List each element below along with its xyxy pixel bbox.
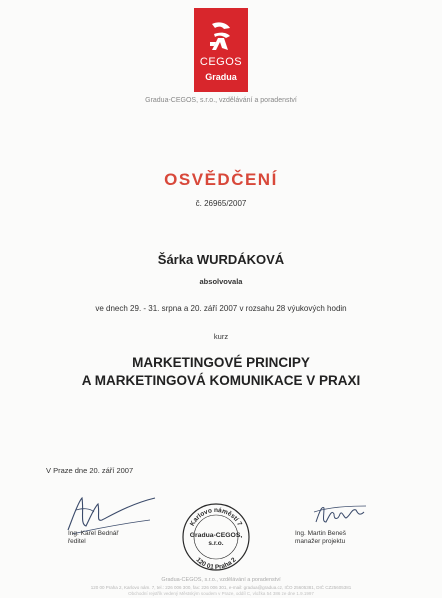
signer-right-name: Ing. Martin Beneš bbox=[295, 530, 346, 537]
signer-left-role: ředitel bbox=[68, 538, 86, 545]
cegos-figure-icon bbox=[204, 18, 238, 54]
completed-label: absolvovala bbox=[199, 277, 243, 286]
footer-register: Obchodní rejstřík vedený Městským soudem v Praze, oddíl C, vložka 54 386 ze dne 1.9.1997 bbox=[128, 591, 314, 596]
course-title-line-2: A MARKETINGOVÁ KOMUNIKACE V PRAXI bbox=[81, 373, 361, 388]
stamp-top-arc: Karlovo náměstí 7 bbox=[188, 507, 244, 528]
stamp-center-line-1: Gradua-CEGOS, bbox=[189, 532, 243, 539]
signer-right bbox=[295, 530, 395, 546]
cegos-logo bbox=[194, 8, 248, 92]
signer-left-name: Ing. Karel Bednář bbox=[68, 530, 119, 537]
signer-right-role: manažer projektu bbox=[295, 538, 346, 545]
certificate-number: č. 26965/2007 bbox=[195, 199, 247, 208]
company-stamp bbox=[181, 502, 251, 572]
course-dates: ve dnech 29. - 31. srpna a 20. září 2007 v rozsahu 28 výukových hodin bbox=[95, 304, 347, 313]
company-line: Gradua-CEGOS, s.r.o., vzdělávání a poradenství bbox=[145, 97, 297, 104]
logo-brand: CEGOS bbox=[199, 56, 243, 68]
footer-contacts: 120 00 Praha 2, Karlovo nám. 7, tel.: 226 006 300, fax: 226 006 301, e-mail: gradua@gradua.cz, IČO 25605381, DIČ CZ25605381 bbox=[90, 585, 352, 590]
stamp-center-line-2: s.r.o. bbox=[208, 540, 224, 547]
manager-signature bbox=[312, 500, 372, 530]
kurz-label: kurz bbox=[213, 332, 229, 341]
stamp-bottom-arc: 120 01 Praha 2 bbox=[194, 556, 238, 572]
logo-sub: Gradua bbox=[205, 72, 237, 82]
course-title-line-1: MARKETINGOVÉ PRINCIPY bbox=[132, 355, 310, 370]
footer-company: Gradua-CEGOS, s.r.o., vzdělávání a poradenství bbox=[161, 577, 281, 583]
recipient-name: Šárka WURDÁKOVÁ bbox=[157, 252, 285, 267]
certificate-title: OSVĚDČENÍ bbox=[164, 170, 278, 189]
place-date: V Praze dne 20. září 2007 bbox=[46, 466, 134, 475]
signer-left bbox=[68, 530, 158, 546]
